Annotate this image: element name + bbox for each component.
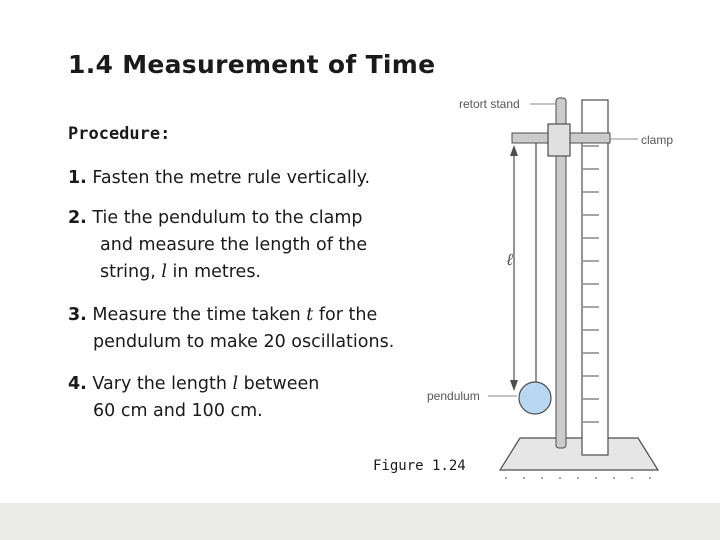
label-pendulum: pendulum [427,389,480,403]
text-fragment: Measure the time taken [92,305,307,325]
label-retort-stand: retort stand [459,97,520,111]
variable-l: l [232,374,239,394]
text-fragment: for the [313,305,378,325]
text-fragment: between [238,374,320,394]
step-number: 4. [68,374,87,394]
step-text-cont: 60 cm and 100 cm. [93,401,263,421]
text-fragment: string, [100,262,162,282]
step-text: Fasten the metre rule vertically. [92,168,371,188]
figure-caption: Figure 1.24 [373,458,466,474]
metre-rule [582,100,608,455]
stand-base [500,438,658,470]
procedure-heading: Procedure: [68,124,171,144]
label-clamp: clamp [641,133,674,147]
text-fragment: Vary the length [92,374,233,394]
clamp-block [548,124,570,156]
variable-t: t [306,305,314,325]
step-text-cont: and measure the length of the [100,235,368,255]
step-number: 3. [68,305,87,325]
step-number: 2. [68,208,87,228]
arrow-head-up [510,145,518,156]
step-text-cont: pendulum to make 20 oscillations. [93,332,395,352]
label-length: ℓ [506,250,514,270]
text-fragment: in metres. [166,262,261,282]
slide-title: 1.4 Measurement of Time [68,50,436,79]
step-text: Tie the pendulum to the clamp [92,208,363,228]
arrow-head-down [510,380,518,391]
step-number: 1. [68,168,87,188]
footer-bar [0,503,720,540]
variable-l: l [161,262,167,282]
pendulum-bob [519,382,551,414]
